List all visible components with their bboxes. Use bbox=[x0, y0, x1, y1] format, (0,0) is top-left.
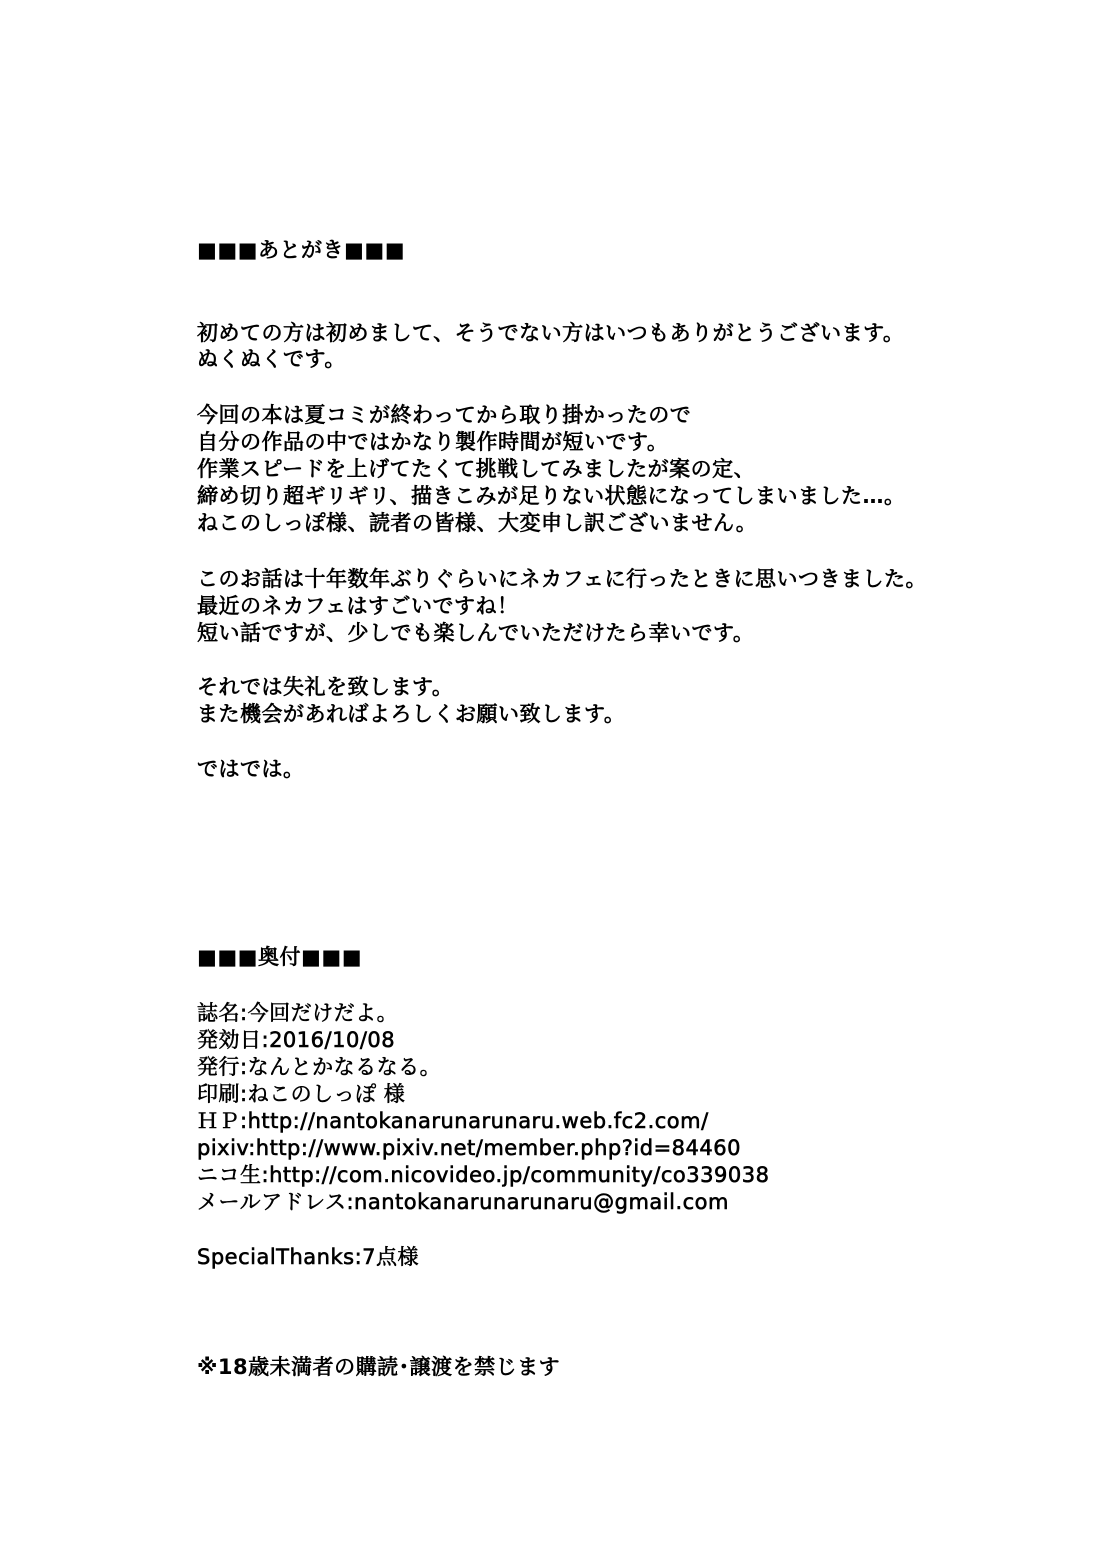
afterword-line: 締め切り超ギリギリ、描きこみが足りない状態になってしまいました…。 bbox=[197, 484, 906, 508]
colophon-date: 発効日:2016/10/08 bbox=[197, 1028, 396, 1052]
colophon-heading: ■■■奥付■■■ bbox=[197, 945, 363, 969]
colophon-printer: 印刷:ねこのしっぽ 様 bbox=[197, 1082, 406, 1106]
colophon-pixiv: pixiv:http://www.pixiv.net/member.php?id=84460 bbox=[197, 1136, 741, 1160]
afterword-line: ぬくぬくです。 bbox=[197, 347, 346, 371]
afterword-line: ではでは。 bbox=[197, 757, 305, 781]
afterword-line: 初めての方は初めまして、そうでない方はいつもありがとうございます。 bbox=[197, 321, 905, 345]
special-thanks: SpecialThanks:7点様 bbox=[197, 1245, 420, 1269]
colophon-homepage: ＨＰ:http://nantokanarunarunaru.web.fc2.com/ bbox=[197, 1109, 709, 1133]
age-restriction-notice: ※18歳未満者の購読･譲渡を禁じます bbox=[197, 1355, 561, 1379]
afterword-line: このお話は十年数年ぶりぐらいにネカフェに行ったときに思いつきました。 bbox=[197, 567, 927, 591]
afterword-line: 作業スピードを上げてたくて挑戦してみましたが案の定、 bbox=[197, 457, 756, 481]
afterword-line: 自分の作品の中ではかなり製作時間が短いです。 bbox=[197, 430, 669, 454]
afterword-line: また機会があればよろしくお願い致します。 bbox=[197, 702, 626, 726]
afterword-heading: ■■■あとがき■■■ bbox=[197, 238, 406, 262]
colophon-title: 誌名:今回だけだよ。 bbox=[197, 1001, 399, 1025]
afterword-line: それでは失礼を致します。 bbox=[197, 675, 454, 699]
afterword-line: 短い話ですが、少しでも楽しんでいただけたら幸いです。 bbox=[197, 621, 755, 645]
afterword-line: 今回の本は夏コミが終わってから取り掛かったので bbox=[197, 403, 692, 427]
colophon-email: メールアドレス:nantokanarunarunaru@gmail.com bbox=[197, 1190, 729, 1214]
afterword-line: 最近のネカフェはすごいですね！ bbox=[197, 594, 519, 618]
colophon-nicolive: ニコ生:http://com.nicovideo.jp/community/co339038 bbox=[197, 1163, 770, 1187]
afterword-line: ねこのしっぽ様、読者の皆様、大変申し訳ございません。 bbox=[197, 511, 758, 535]
colophon-publisher: 発行:なんとかなるなる。 bbox=[197, 1055, 442, 1079]
